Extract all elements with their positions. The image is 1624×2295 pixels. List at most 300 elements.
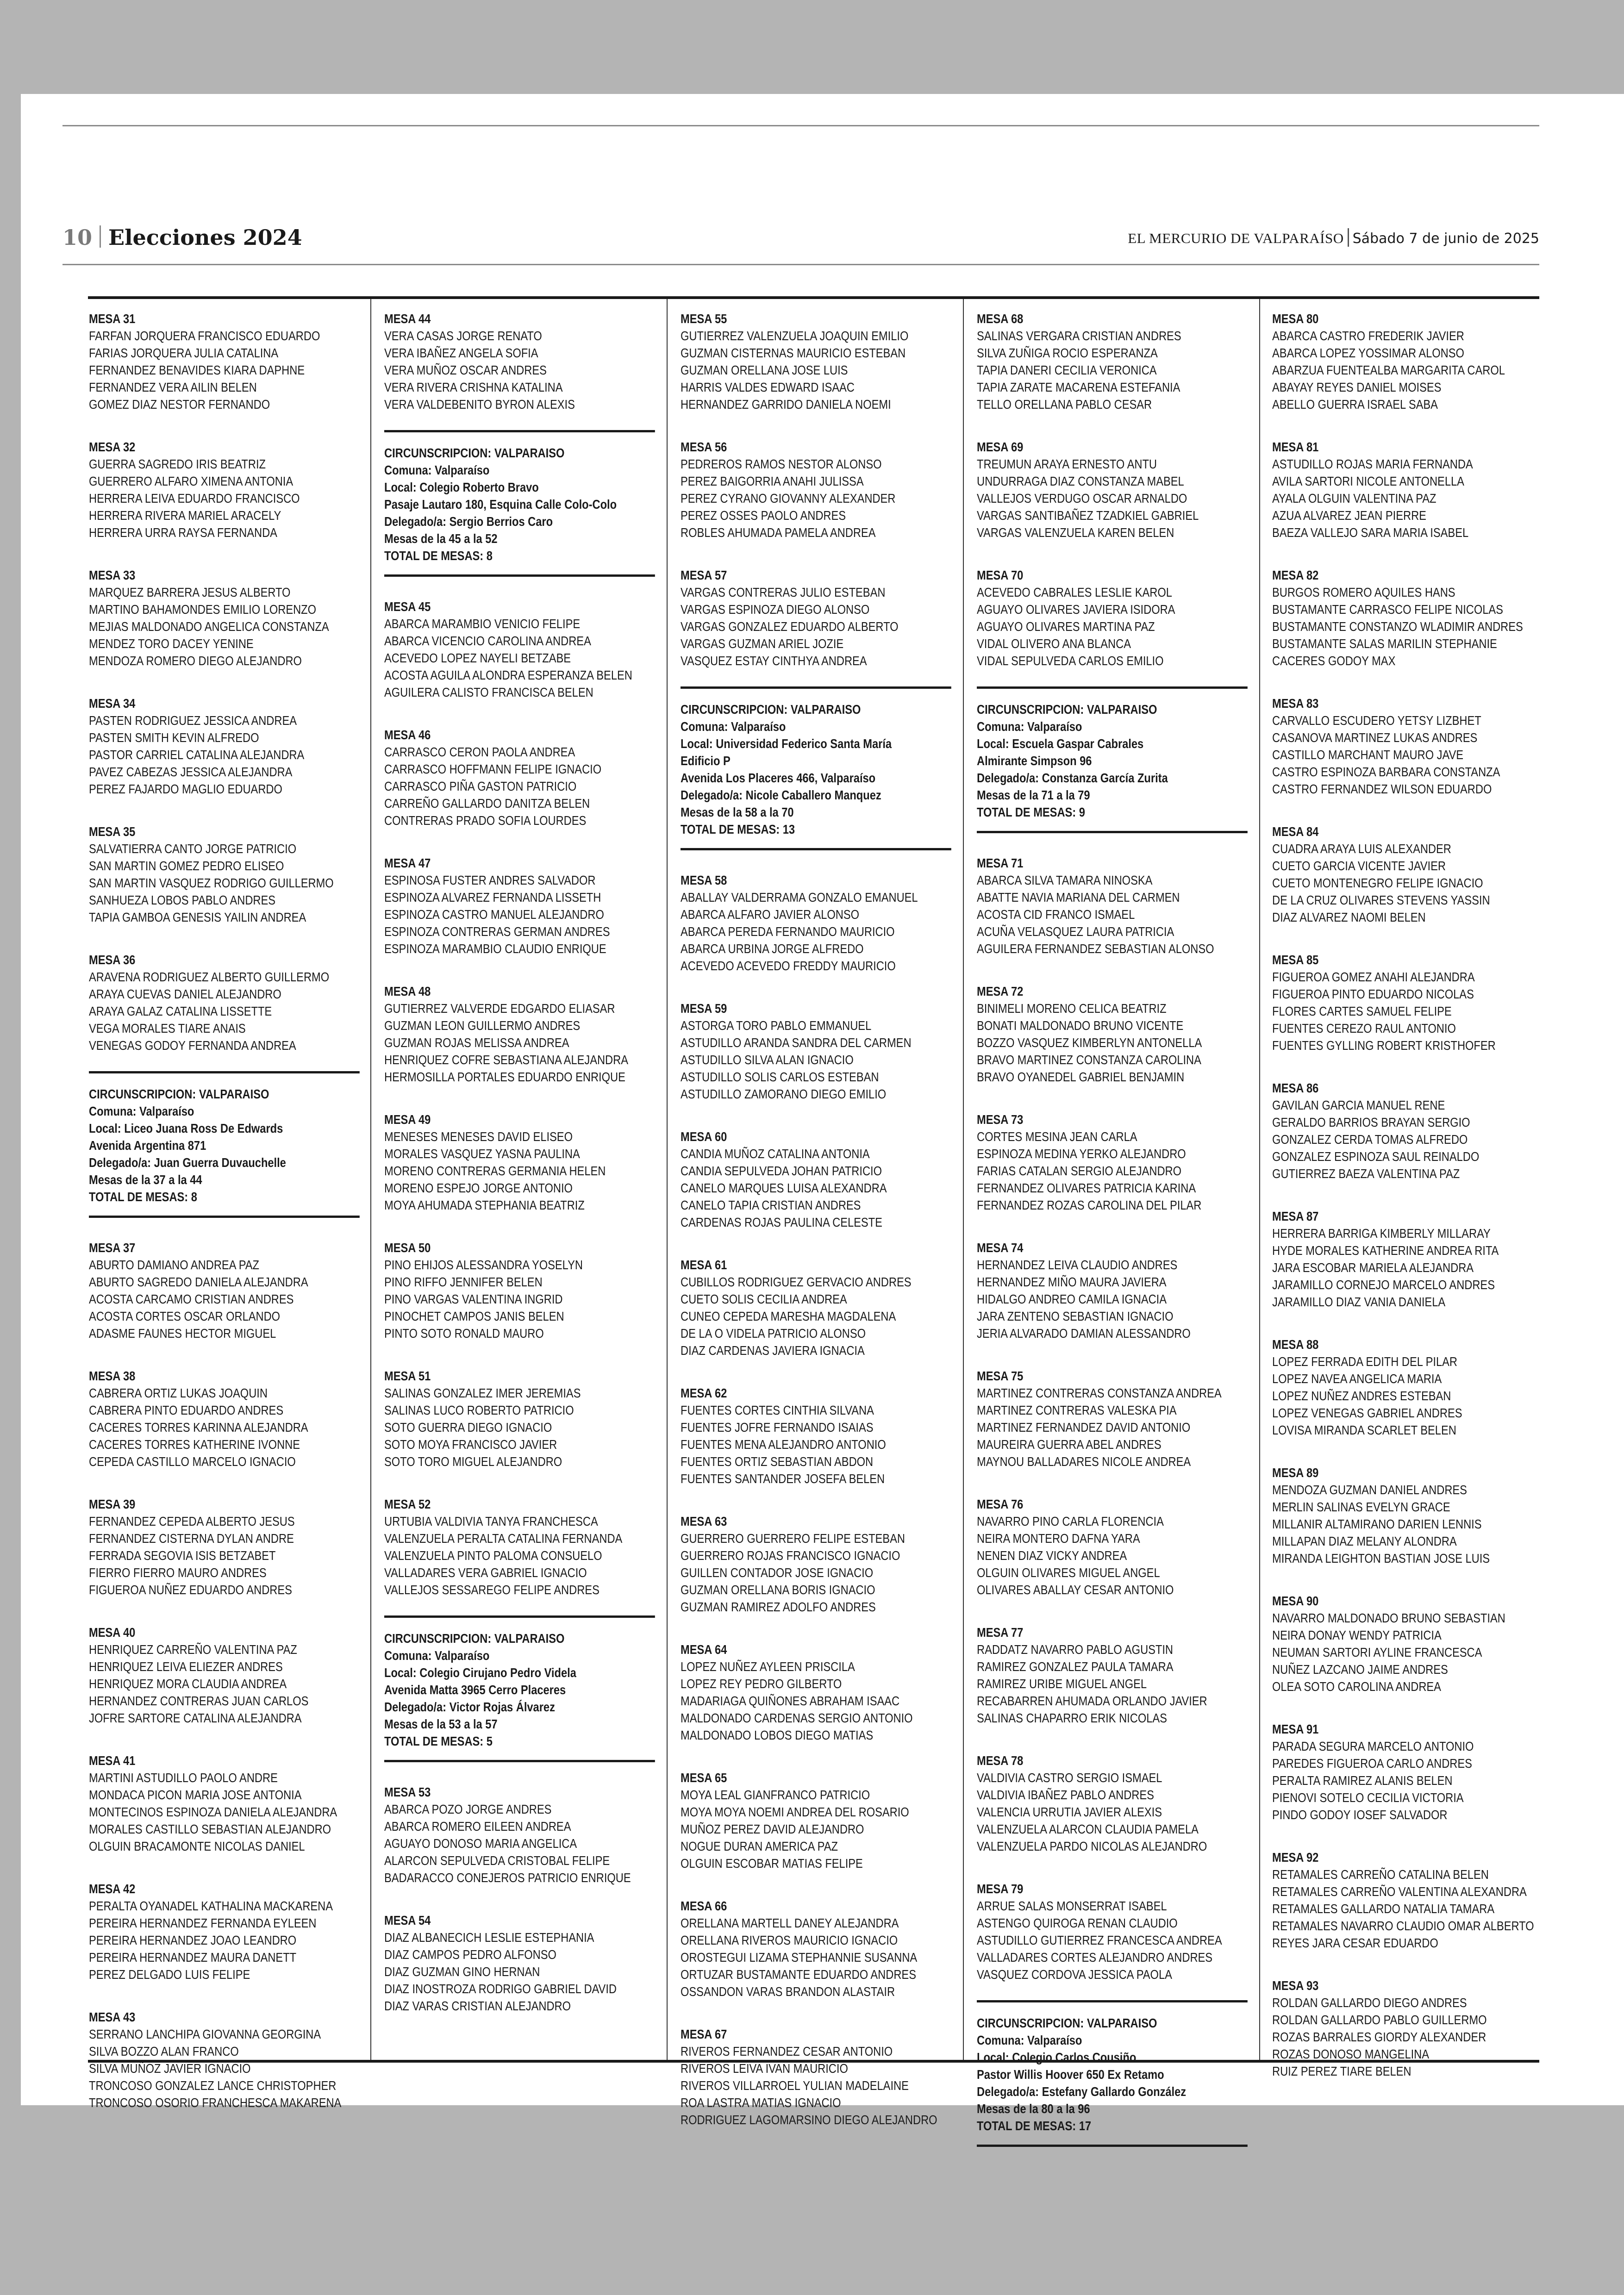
voter-name: HENRIQUEZ MORA CLAUDIA ANDREA bbox=[89, 1677, 287, 1691]
circunscripcion-line: Mesas de la 71 a la 79 bbox=[977, 788, 1090, 802]
mesa-block bbox=[89, 1624, 328, 1727]
voter-name: PASTOR CARRIEL CATALINA ALEJANDRA bbox=[89, 748, 305, 762]
voter-name: NEIRA MONTERO DAFNA YARA bbox=[977, 1531, 1140, 1546]
voter-name: HERRERA RIVERA MARIEL ARACELY bbox=[89, 508, 281, 523]
voter-name: VALDIVIA IBAÑEZ PABLO ANDRES bbox=[977, 1788, 1154, 1802]
voter-name: PINDO GODOY IOSEF SALVADOR bbox=[1272, 1808, 1448, 1822]
voter-name: CUETO MONTENEGRO FELIPE IGNACIO bbox=[1272, 876, 1483, 890]
voter-name: LOVISA MIRANDA SCARLET BELEN bbox=[1272, 1423, 1456, 1437]
voter-name: ABARCA POZO JORGE ANDRES bbox=[384, 1802, 552, 1816]
voter-name: ASTORGA TORO PABLO EMMANUEL bbox=[681, 1018, 872, 1033]
mesa-block bbox=[681, 1000, 919, 1103]
mesa-title: MESA 67 bbox=[681, 2027, 727, 2041]
voter-name: BUSTAMANTE CONSTANZO WLADIMIR ANDRES bbox=[1272, 619, 1523, 634]
voter-name: FUENTES GYLLING ROBERT KRISTHOFER bbox=[1272, 1038, 1496, 1053]
circunscripcion-rule-top bbox=[977, 2000, 1248, 2002]
voter-name: ORTUZAR BUSTAMANTE EDUARDO ANDRES bbox=[681, 1967, 916, 1982]
mesa-title: MESA 39 bbox=[89, 1497, 136, 1511]
mesa-title: MESA 52 bbox=[384, 1497, 431, 1511]
voter-name: PINO RIFFO JENNIFER BELEN bbox=[384, 1275, 543, 1289]
voter-name: VALLEJOS VERDUGO OSCAR ARNALDO bbox=[977, 491, 1187, 505]
voter-name: SOTO MOYA FRANCISCO JAVIER bbox=[384, 1437, 557, 1452]
voter-name: OROSTEGUI LIZAMA STEPHANNIE SUSANNA bbox=[681, 1950, 918, 1964]
mesa-block bbox=[977, 1496, 1216, 1598]
voter-name: VASQUEZ ESTAY CINTHYA ANDREA bbox=[681, 654, 867, 668]
mesa-block bbox=[384, 983, 628, 1085]
mesa-title: MESA 79 bbox=[977, 1882, 1024, 1896]
mesa-block bbox=[681, 1641, 919, 1744]
voter-name: ROLDAN GALLARDO DIEGO ANDRES bbox=[1272, 1996, 1467, 2010]
voter-name: JARA ZENTENO SEBASTIAN IGNACIO bbox=[977, 1309, 1174, 1323]
voter-name: MENDOZA ROMERO DIEGO ALEJANDRO bbox=[89, 654, 302, 668]
mesa-block bbox=[1272, 310, 1511, 413]
voter-name: LOPEZ REY PEDRO GILBERTO bbox=[681, 1677, 842, 1691]
voter-name: TAPIA GAMBOA GENESIS YAILIN ANDREA bbox=[89, 910, 306, 924]
circunscripcion-line: Pasaje Lautaro 180, Esquina Calle Colo-Colo bbox=[384, 497, 617, 511]
mesa-block bbox=[977, 310, 1216, 413]
voter-name: HERMOSILLA PORTALES EDUARDO ENRIQUE bbox=[384, 1070, 625, 1084]
voter-name: GERALDO BARRIOS BRAYAN SERGIO bbox=[1272, 1115, 1470, 1129]
voter-name: MARTINEZ CONTRERAS CONSTANZA ANDREA bbox=[977, 1386, 1222, 1400]
voter-name: ROBLES AHUMADA PAMELA ANDREA bbox=[681, 525, 876, 540]
mesa-block bbox=[384, 1496, 623, 1598]
circunscripcion-line: CIRCUNSCRIPCION: VALPARAISO bbox=[977, 2016, 1157, 2030]
mesa-title: MESA 34 bbox=[89, 696, 136, 711]
voter-name: CANELO MARQUES LUISA ALEXANDRA bbox=[681, 1181, 887, 1195]
voter-name: DIAZ CARDENAS JAVIERA IGNACIA bbox=[681, 1343, 865, 1358]
mesa-block bbox=[1272, 1849, 1534, 1952]
voter-name: GAVILAN GARCIA MANUEL RENE bbox=[1272, 1098, 1445, 1112]
voter-name: ARAYA GALAZ CATALINA LISSETTE bbox=[89, 1004, 272, 1018]
voter-name: DE LA CRUZ OLIVARES STEVENS YASSIN bbox=[1272, 893, 1490, 907]
voter-name: VALENZUELA PARDO NICOLAS ALEJANDRO bbox=[977, 1839, 1207, 1853]
voter-name: VERA IBAÑEZ ANGELA SOFIA bbox=[384, 346, 538, 360]
column-divider bbox=[1259, 299, 1260, 2060]
mesa-title: MESA 73 bbox=[977, 1112, 1024, 1127]
mesa-block bbox=[977, 1752, 1216, 1855]
voter-name: FARFAN JORQUERA FRANCISCO EDUARDO bbox=[89, 329, 320, 343]
circunscripcion-line: Mesas de la 80 a la 96 bbox=[977, 2102, 1090, 2116]
voter-name: HENRIQUEZ LEIVA ELIEZER ANDRES bbox=[89, 1659, 283, 1674]
voter-name: OSSANDON VARAS BRANDON ALASTAIR bbox=[681, 1984, 895, 1999]
voter-name: VARGAS SANTIBAÑEZ TZADKIEL GABRIEL bbox=[977, 508, 1199, 523]
voter-name: CUNEO CEPEDA MARESHA MAGDALENA bbox=[681, 1309, 896, 1323]
mesa-title: MESA 82 bbox=[1272, 568, 1319, 582]
voter-name: ORELLANA RIVEROS MAURICIO IGNACIO bbox=[681, 1933, 898, 1947]
voter-name: DIAZ VARAS CRISTIAN ALEJANDRO bbox=[384, 1999, 571, 2013]
circunscripcion-rule-top bbox=[89, 1071, 360, 1073]
voter-name: VALLADARES CORTES ALEJANDRO ANDRES bbox=[977, 1950, 1213, 1964]
voter-name: ASTUDILLO ROJAS MARIA FERNANDA bbox=[1272, 457, 1473, 471]
voter-name: PAVEZ CABEZAS JESSICA ALEJANDRA bbox=[89, 765, 293, 779]
voter-name: MAYNOU BALLADARES NICOLE ANDREA bbox=[977, 1454, 1191, 1469]
circunscripcion-rule-bottom bbox=[384, 1760, 655, 1762]
voter-name: ARAYA CUEVAS DANIEL ALEJANDRO bbox=[89, 987, 281, 1001]
voter-name: AGUAYO OLIVARES JAVIERA ISIDORA bbox=[977, 602, 1175, 617]
voter-name: MONTECINOS ESPINOZA DANIELA ALEJANDRA bbox=[89, 1805, 337, 1819]
voter-name: NAVARRO PINO CARLA FLORENCIA bbox=[977, 1514, 1164, 1528]
mesa-title: MESA 64 bbox=[681, 1642, 727, 1657]
voter-name: GUTIERREZ VALVERDE EDGARDO ELIASAR bbox=[384, 1001, 615, 1016]
voter-name: BUSTAMANTE CARRASCO FELIPE NICOLAS bbox=[1272, 602, 1503, 617]
voter-name: HYDE MORALES KATHERINE ANDREA RITA bbox=[1272, 1243, 1499, 1258]
voter-name: ASTUDILLO ZAMORANO DIEGO EMILIO bbox=[681, 1087, 887, 1101]
circunscripcion-line: Comuna: Valparaíso bbox=[977, 2033, 1082, 2047]
circunscripcion-rule-bottom bbox=[977, 2145, 1248, 2147]
voter-name: CUBILLOS RODRIGUEZ GERVACIO ANDRES bbox=[681, 1275, 912, 1289]
page-number: 10 bbox=[62, 225, 93, 250]
voter-name: GUZMAN ORELLANA JOSE LUIS bbox=[681, 363, 848, 377]
voter-name: HERNANDEZ MIÑO MAURA JAVIERA bbox=[977, 1275, 1167, 1289]
circunscripcion-line: Avenida Argentina 871 bbox=[89, 1138, 206, 1153]
mesa-title: MESA 44 bbox=[384, 312, 431, 326]
voter-name: RETAMALES NAVARRO CLAUDIO OMAR ALBERTO bbox=[1272, 1919, 1534, 1933]
voter-name: LOPEZ FERRADA EDITH DEL PILAR bbox=[1272, 1354, 1457, 1369]
mesa-block bbox=[89, 438, 328, 541]
mesa-block bbox=[89, 2008, 342, 2111]
voter-name: CASTILLO MARCHANT MAURO JAVE bbox=[1272, 748, 1464, 762]
mesa-title: MESA 35 bbox=[89, 824, 136, 839]
voter-name: SALVATIERRA CANTO JORGE PATRICIO bbox=[89, 842, 297, 856]
mesa-block bbox=[1272, 567, 1523, 669]
circunscripcion-rule-top bbox=[384, 1615, 655, 1618]
mesa-block bbox=[384, 1239, 623, 1342]
voter-name: CACERES TORRES KARINNA ALEJANDRA bbox=[89, 1420, 308, 1434]
voter-name: FUENTES JOFRE FERNANDO ISAIAS bbox=[681, 1420, 874, 1434]
circunscripcion-line: Comuna: Valparaíso bbox=[384, 1648, 490, 1663]
voter-name: ACOSTA CARCAMO CRISTIAN ANDRES bbox=[89, 1292, 294, 1306]
voter-name: ROLDAN GALLARDO PABLO GUILLERMO bbox=[1272, 2013, 1487, 2027]
voter-name: OLGUIN BRACAMONTE NICOLAS DANIEL bbox=[89, 1839, 305, 1853]
voter-name: CORTES MESINA JEAN CARLA bbox=[977, 1129, 1137, 1144]
mesa-title: MESA 76 bbox=[977, 1497, 1024, 1511]
voter-name: MILLAPAN DIAZ MELANY ALONDRA bbox=[1272, 1534, 1457, 1548]
voter-name: VERA CASAS JORGE RENATO bbox=[384, 329, 542, 343]
voter-name: VALENZUELA PERALTA CATALINA FERNANDA bbox=[384, 1531, 623, 1546]
voter-name: MARTINO BAHAMONDES EMILIO LORENZO bbox=[89, 602, 317, 617]
header-rule-top bbox=[62, 125, 1539, 126]
voter-name: CABRERA ORTIZ LUKAS JOAQUIN bbox=[89, 1386, 268, 1400]
mesa-title: MESA 42 bbox=[89, 1882, 136, 1896]
voter-name: ABARCA LOPEZ YOSSIMAR ALONSO bbox=[1272, 346, 1464, 360]
voter-name: PEREIRA HERNANDEZ FERNANDA EYLEEN bbox=[89, 1916, 317, 1930]
mesa-block bbox=[1272, 1592, 1511, 1695]
column-divider bbox=[963, 299, 964, 2060]
mesa-block bbox=[89, 567, 328, 669]
voter-name: MORENO CONTRERAS GERMANIA HELEN bbox=[384, 1164, 606, 1178]
mesa-title: MESA 90 bbox=[1272, 1594, 1319, 1608]
mesa-block bbox=[1272, 1464, 1511, 1567]
voter-name: DE LA O VIDELA PATRICIO ALONSO bbox=[681, 1326, 866, 1341]
circunscripcion-line: CIRCUNSCRIPCION: VALPARAISO bbox=[384, 446, 565, 460]
voter-name: FERNANDEZ VERA AILIN BELEN bbox=[89, 380, 257, 394]
voter-name: FIGUEROA NUÑEZ EDUARDO ANDRES bbox=[89, 1583, 292, 1597]
voter-name: FERNANDEZ ROZAS CAROLINA DEL PILAR bbox=[977, 1198, 1202, 1212]
voter-name: PEREZ OSSES PAOLO ANDRES bbox=[681, 508, 846, 523]
voter-name: FERNANDEZ OLIVARES PATRICIA KARINA bbox=[977, 1181, 1196, 1195]
voter-name: ESPINOZA MARAMBIO CLAUDIO ENRIQUE bbox=[384, 942, 606, 956]
mesa-block bbox=[681, 1897, 919, 2000]
voter-name: ACEVEDO LOPEZ NAYELI BETZABE bbox=[384, 651, 571, 665]
voter-name: GUZMAN CISTERNAS MAURICIO ESTEBAN bbox=[681, 346, 906, 360]
voter-name: CABRERA PINTO EDUARDO ANDRES bbox=[89, 1403, 284, 1417]
circunscripcion-line: Local: Universidad Federico Santa María bbox=[681, 736, 892, 751]
mesa-title: MESA 48 bbox=[384, 984, 431, 998]
voter-name: ABAYAY REYES DANIEL MOISES bbox=[1272, 380, 1442, 394]
voter-name: FERRADA SEGOVIA ISIS BETZABET bbox=[89, 1548, 276, 1563]
mesa-block bbox=[977, 1239, 1216, 1342]
voter-name: NOGUE DURAN AMERICA PAZ bbox=[681, 1839, 838, 1853]
voter-name: HIDALGO ANDREO CAMILA IGNACIA bbox=[977, 1292, 1167, 1306]
mesa-title: MESA 47 bbox=[384, 856, 431, 870]
column-5 bbox=[1272, 310, 1534, 2105]
voter-name: SANHUEZA LOBOS PABLO ANDRES bbox=[89, 893, 276, 907]
mesa-title: MESA 68 bbox=[977, 312, 1024, 326]
voter-name: GUERRERO ROJAS FRANCISCO IGNACIO bbox=[681, 1548, 900, 1563]
mesa-title: MESA 46 bbox=[384, 728, 431, 742]
circunscripcion-rule-bottom bbox=[384, 574, 655, 577]
voter-name: VARGAS GUZMAN ARIEL JOZIE bbox=[681, 636, 844, 651]
mesa-block bbox=[681, 872, 919, 974]
circunscripcion-line: Local: Colegio Carlos Cousiño bbox=[977, 2050, 1137, 2064]
voter-name: CEPEDA CASTILLO MARCELO IGNACIO bbox=[89, 1454, 296, 1469]
voter-name: GUZMAN ORELLANA BORIS IGNACIO bbox=[681, 1583, 875, 1597]
mesa-block bbox=[89, 310, 328, 413]
voter-name: ASTUDILLO SILVA ALAN IGNACIO bbox=[681, 1053, 854, 1067]
voter-name: ASTUDILLO GUTIERREZ FRANCESCA ANDREA bbox=[977, 1933, 1222, 1947]
mesa-block bbox=[384, 1111, 623, 1214]
voter-name: SILVA MUÑOZ JAVIER IGNACIO bbox=[89, 2061, 251, 2076]
mesa-title: MESA 58 bbox=[681, 873, 727, 887]
voter-name: VALENZUELA ALARCON CLAUDIA PAMELA bbox=[977, 1822, 1199, 1836]
voter-name: URTUBIA VALDIVIA TANYA FRANCHESCA bbox=[384, 1514, 598, 1528]
voter-name: MAUREIRA GUERRA ABEL ANDRES bbox=[977, 1437, 1162, 1452]
voter-name: VALENCIA URRUTIA JAVIER ALEXIS bbox=[977, 1805, 1162, 1819]
voter-name: MARTINI ASTUDILLO PAOLO ANDRE bbox=[89, 1771, 278, 1785]
mesa-title: MESA 88 bbox=[1272, 1337, 1319, 1352]
mesa-block bbox=[681, 1769, 919, 1872]
voter-name: BINIMELI MORENO CELICA BEATRIZ bbox=[977, 1001, 1167, 1016]
mesa-title: MESA 49 bbox=[384, 1112, 431, 1127]
voter-name: GUERRA SAGREDO IRIS BEATRIZ bbox=[89, 457, 266, 471]
voter-name: MILLANIR ALTAMIRANO DARIEN LENNIS bbox=[1272, 1517, 1482, 1531]
voter-name: ABELLO GUERRA ISRAEL SABA bbox=[1272, 397, 1438, 412]
voter-name: HERNANDEZ CONTRERAS JUAN CARLOS bbox=[89, 1694, 309, 1708]
voter-name: CANDIA MUÑOZ CATALINA ANTONIA bbox=[681, 1147, 870, 1161]
page-header-publication bbox=[1128, 225, 1539, 252]
mesa-title: MESA 69 bbox=[977, 440, 1024, 454]
mesa-block bbox=[977, 1367, 1222, 1470]
mesa-title: MESA 89 bbox=[1272, 1466, 1319, 1480]
mesa-block bbox=[1272, 1208, 1511, 1310]
voter-name: JARAMILLO DIAZ VANIA DANIELA bbox=[1272, 1295, 1446, 1309]
voter-name: CANELO TAPIA CRISTIAN ANDRES bbox=[681, 1198, 861, 1212]
voter-name: SOTO TORO MIGUEL ALEJANDRO bbox=[384, 1454, 562, 1469]
circunscripcion-line: TOTAL DE MESAS: 9 bbox=[977, 805, 1085, 819]
page-header-section bbox=[62, 221, 302, 254]
column-3 bbox=[681, 310, 937, 2154]
mesa-block bbox=[384, 1912, 623, 2014]
voter-name: ABARCA MARAMBIO VENICIO FELIPE bbox=[384, 617, 581, 631]
voter-name: NENEN DIAZ VICKY ANDREA bbox=[977, 1548, 1127, 1563]
circunscripcion-line: Comuna: Valparaíso bbox=[384, 463, 490, 477]
voter-name: HENRIQUEZ COFRE SEBASTIANA ALEJANDRA bbox=[384, 1053, 628, 1067]
mesa-title: MESA 54 bbox=[384, 1913, 431, 1927]
voter-name: VARGAS VALENZUELA KAREN BELEN bbox=[977, 525, 1174, 540]
mesa-block bbox=[89, 951, 328, 1054]
mesa-block bbox=[1272, 1721, 1511, 1823]
voter-name: CARREÑO GALLARDO DANITZA BELEN bbox=[384, 796, 590, 811]
voter-name: FUENTES ORTIZ SEBASTIAN ABDON bbox=[681, 1454, 874, 1469]
voter-name: SILVA BOZZO ALAN FRANCO bbox=[89, 2044, 239, 2058]
voter-name: CUADRA ARAYA LUIS ALEXANDER bbox=[1272, 842, 1451, 856]
mesa-title: MESA 93 bbox=[1272, 1978, 1319, 1993]
voter-name: PEREZ CYRANO GIOVANNY ALEXANDER bbox=[681, 491, 896, 505]
voter-name: ABARCA ALFARO JAVIER ALONSO bbox=[681, 907, 859, 922]
voter-name: GUZMAN ROJAS MELISSA ANDREA bbox=[384, 1035, 569, 1050]
circunscripcion-line: Delegado/a: Estefany Gallardo González bbox=[977, 2084, 1187, 2099]
voter-name: CARRASCO HOFFMANN FELIPE IGNACIO bbox=[384, 762, 602, 776]
circunscripcion-line: Delegado/a: Constanza García Zurita bbox=[977, 771, 1168, 785]
circunscripcion-block bbox=[977, 686, 1216, 833]
voter-name: CUETO GARCIA VICENTE JAVIER bbox=[1272, 859, 1446, 873]
voter-name: SAN MARTIN GOMEZ PEDRO ELISEO bbox=[89, 859, 284, 873]
mesa-block bbox=[977, 567, 1216, 669]
circunscripcion-block bbox=[384, 1615, 623, 1762]
voter-name: AZUA ALVAREZ JEAN PIERRE bbox=[1272, 508, 1426, 523]
mesa-block bbox=[681, 1256, 919, 1359]
mesa-block bbox=[1272, 1079, 1511, 1182]
mesa-title: MESA 65 bbox=[681, 1771, 727, 1785]
mesa-title: MESA 61 bbox=[681, 1258, 727, 1272]
circunscripcion-line: Local: Liceo Juana Ross De Edwards bbox=[89, 1121, 283, 1135]
voter-name: NUÑEZ LAZCANO JAIME ANDRES bbox=[1272, 1662, 1448, 1677]
voter-name: PEREIRA HERNANDEZ MAURA DANETT bbox=[89, 1950, 297, 1964]
mesa-title: MESA 78 bbox=[977, 1753, 1024, 1768]
voter-name: BURGOS ROMERO AQUILES HANS bbox=[1272, 585, 1455, 599]
circunscripcion-line: Delegado/a: Juan Guerra Duvauchelle bbox=[89, 1155, 286, 1170]
voter-name: BAEZA VALLEJO SARA MARIA ISABEL bbox=[1272, 525, 1469, 540]
voter-name: FUENTES SANTANDER JOSEFA BELEN bbox=[681, 1472, 885, 1486]
voter-name: ABARCA ROMERO EILEEN ANDREA bbox=[384, 1819, 571, 1834]
circunscripcion-line: CIRCUNSCRIPCION: VALPARAISO bbox=[89, 1087, 269, 1101]
mesa-block bbox=[89, 1752, 337, 1855]
voter-name: VALLEJOS SESSAREGO FELIPE ANDRES bbox=[384, 1583, 600, 1597]
mesa-block bbox=[977, 983, 1216, 1085]
mesa-title: MESA 83 bbox=[1272, 696, 1319, 711]
mesa-block bbox=[977, 438, 1216, 541]
voter-name: RETAMALES CARREÑO VALENTINA ALEXANDRA bbox=[1272, 1884, 1527, 1899]
voter-name: ACEVEDO ACEVEDO FREDDY MAURICIO bbox=[681, 959, 896, 973]
voter-name: SILVA ZUÑIGA ROCIO ESPERANZA bbox=[977, 346, 1158, 360]
mesa-title: MESA 63 bbox=[681, 1514, 727, 1528]
voter-name: NEIRA DONAY WENDY PATRICIA bbox=[1272, 1628, 1442, 1642]
voter-name: VERA MUÑOZ OSCAR ANDRES bbox=[384, 363, 547, 377]
voter-name: MADARIAGA QUIÑONES ABRAHAM ISAAC bbox=[681, 1694, 900, 1708]
mesa-block bbox=[384, 726, 623, 829]
mesa-block bbox=[681, 310, 919, 413]
voter-name: ABARZUA FUENTEALBA MARGARITA CAROL bbox=[1272, 363, 1505, 377]
circunscripcion-line: Almirante Simpson 96 bbox=[977, 754, 1092, 768]
voter-name: PINTO SOTO RONALD MAURO bbox=[384, 1326, 544, 1341]
voter-name: ABURTO DAMIANO ANDREA PAZ bbox=[89, 1258, 259, 1272]
voter-name: GONZALEZ CERDA TOMAS ALFREDO bbox=[1272, 1132, 1468, 1147]
voter-name: FIERRO FIERRO MAURO ANDRES bbox=[89, 1565, 267, 1580]
mesa-title: MESA 51 bbox=[384, 1369, 431, 1383]
circunscripcion-line: CIRCUNSCRIPCION: VALPARAISO bbox=[384, 1631, 565, 1646]
mesa-block bbox=[681, 2026, 937, 2128]
voter-name: FERNANDEZ BENAVIDES KIARA DAPHNE bbox=[89, 363, 305, 377]
voter-name: ABALLAY VALDERRAMA GONZALO EMANUEL bbox=[681, 890, 918, 904]
circunscripcion-line: Pastor Willis Hoover 650 Ex Retamo bbox=[977, 2067, 1164, 2082]
circunscripcion-line: Avenida Los Placeres 466, Valparaíso bbox=[681, 771, 876, 785]
mesa-title: MESA 36 bbox=[89, 953, 136, 967]
circunscripcion-line: CIRCUNSCRIPCION: VALPARAISO bbox=[977, 702, 1157, 717]
voter-name: JARA ESCOBAR MARIELA ALEJANDRA bbox=[1272, 1260, 1474, 1275]
voter-name: VIDAL OLIVERO ANA BLANCA bbox=[977, 636, 1131, 651]
mesa-title: MESA 62 bbox=[681, 1386, 727, 1400]
voter-name: MIRANDA LEIGHTON BASTIAN JOSE LUIS bbox=[1272, 1551, 1490, 1565]
voter-name: SOTO GUERRA DIEGO IGNACIO bbox=[384, 1420, 552, 1434]
mesa-block bbox=[977, 1624, 1216, 1727]
mesa-block bbox=[89, 695, 328, 798]
mesa-block bbox=[1272, 951, 1511, 1054]
voter-name: HERRERA BARRIGA KIMBERLY MILLARAY bbox=[1272, 1226, 1491, 1241]
voter-name: VARGAS ESPINOZA DIEGO ALONSO bbox=[681, 602, 870, 617]
mesa-title: MESA 80 bbox=[1272, 312, 1319, 326]
voter-name: VALDIVIA CASTRO SERGIO ISMAEL bbox=[977, 1771, 1162, 1785]
voter-name: MORENO ESPEJO JORGE ANTONIO bbox=[384, 1181, 573, 1195]
voter-name: ORELLANA MARTELL DANEY ALEJANDRA bbox=[681, 1916, 899, 1930]
circunscripcion-rule-top bbox=[384, 430, 655, 432]
voter-name: SAN MARTIN VASQUEZ RODRIGO GUILLERMO bbox=[89, 876, 334, 890]
voter-name: ACOSTA CID FRANCO ISMAEL bbox=[977, 907, 1135, 922]
voter-name: RODRIGUEZ LAGOMARSINO DIEGO ALEJANDRO bbox=[681, 2113, 937, 2127]
voter-name: ABARCA PEREDA FERNANDO MAURICIO bbox=[681, 924, 895, 939]
voter-name: AGUAYO OLIVARES MARTINA PAZ bbox=[977, 619, 1155, 634]
voter-name: ESPINOZA CONTRERAS GERMAN ANDRES bbox=[384, 924, 610, 939]
voter-name: ROZAS BARRALES GIORDY ALEXANDER bbox=[1272, 2030, 1487, 2044]
voter-name: CANDIA SEPULVEDA JOHAN PATRICIO bbox=[681, 1164, 882, 1178]
circunscripcion-rule-bottom bbox=[89, 1216, 360, 1218]
mesa-title: MESA 92 bbox=[1272, 1850, 1319, 1865]
voter-name: BONATI MALDONADO BRUNO VICENTE bbox=[977, 1018, 1184, 1033]
voter-name: CASTRO FERNANDEZ WILSON EDUARDO bbox=[1272, 782, 1492, 796]
mesa-title: MESA 84 bbox=[1272, 824, 1319, 839]
voter-name: PERALTA OYANADEL KATHALINA MACKARENA bbox=[89, 1899, 333, 1913]
mesa-title: MESA 66 bbox=[681, 1899, 727, 1913]
mesa-title: MESA 32 bbox=[89, 440, 136, 454]
voter-name: RAMIREZ URIBE MIGUEL ANGEL bbox=[977, 1677, 1147, 1691]
voter-name: HERNANDEZ GARRIDO DANIELA NOEMI bbox=[681, 397, 891, 412]
voter-name: GUZMAN LEON GUILLERMO ANDRES bbox=[384, 1018, 581, 1033]
circunscripcion-line: Avenida Matta 3965 Cerro Placeres bbox=[384, 1683, 566, 1697]
voter-name: AYALA OLGUIN VALENTINA PAZ bbox=[1272, 491, 1437, 505]
circunscripcion-block bbox=[977, 2000, 1216, 2147]
voter-name: REYES JARA CESAR EDUARDO bbox=[1272, 1936, 1438, 1950]
circunscripcion-line: Delegado/a: Victor Rojas Álvarez bbox=[384, 1700, 555, 1714]
voter-name: CACERES TORRES KATHERINE IVONNE bbox=[89, 1437, 300, 1452]
voter-name: FIGUEROA PINTO EDUARDO NICOLAS bbox=[1272, 987, 1474, 1001]
mesa-block bbox=[89, 1367, 328, 1470]
mesa-block bbox=[384, 598, 632, 701]
voter-name: ASTENGO QUIROGA RENAN CLAUDIO bbox=[977, 1916, 1178, 1930]
voter-name: HERRERA URRA RAYSA FERNANDA bbox=[89, 525, 277, 540]
voter-name: HENRIQUEZ CARREÑO VALENTINA PAZ bbox=[89, 1642, 297, 1657]
voter-name: ASTUDILLO ARANDA SANDRA DEL CARMEN bbox=[681, 1035, 912, 1050]
voter-name: CACERES GODOY MAX bbox=[1272, 654, 1396, 668]
circunscripcion-line: Comuna: Valparaíso bbox=[681, 719, 786, 734]
